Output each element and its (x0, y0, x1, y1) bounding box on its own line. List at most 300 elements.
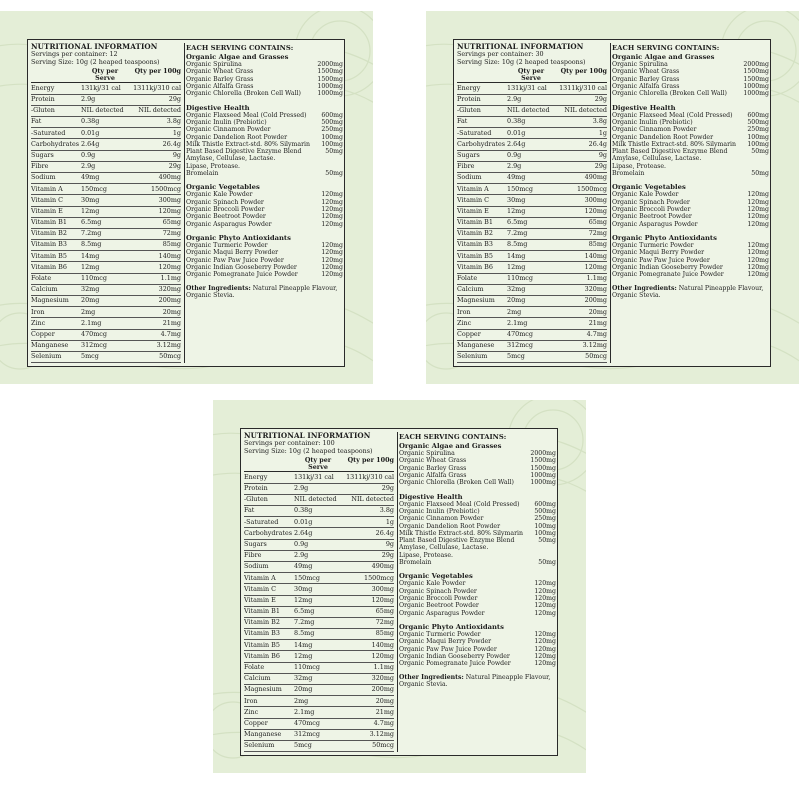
qty-per-serve: 14mg (507, 251, 526, 260)
ingredients-column (186, 43, 343, 299)
label-panel (240, 428, 558, 756)
ingredient-item (186, 242, 343, 249)
nutrition-row (457, 195, 607, 206)
ingredient-name: Organic Spirulina (399, 450, 455, 458)
ingredient-name: Organic Inulin (Prebiotic) (612, 118, 693, 126)
ingredient-amount: 120mg (534, 587, 556, 595)
qty-per-100g: 26.4g (375, 528, 394, 537)
nutrient-name: Carbohydrates (31, 140, 80, 148)
nutrient-name: Calcium (31, 286, 58, 294)
ingredient-item (399, 515, 556, 522)
ingredient-name: Organic Kale Powder (612, 191, 679, 199)
nutrition-row (457, 117, 607, 128)
qty-per-serve: 49mg (507, 173, 526, 182)
ingredient-amount: 120mg (747, 249, 769, 257)
ingredient-item (399, 610, 556, 617)
qty-per-serve: 5mcg (81, 352, 99, 361)
qty-per-100g: 3.8g (592, 117, 607, 126)
ingredient-amount: 120mg (747, 220, 769, 228)
ingredient-amount: 50mg (538, 559, 556, 567)
nutrient-name: Sodium (244, 563, 269, 571)
qty-per-100g: NIL detected (138, 106, 181, 115)
ingredient-item (399, 508, 556, 515)
nutrition-row (457, 262, 607, 273)
ingredient-name: Lipase, Protease. (612, 162, 666, 170)
nutrition-row (457, 151, 607, 162)
ingredient-name: Organic Spirulina (612, 61, 668, 69)
ingredient-amount: 120mg (321, 271, 343, 279)
qty-per-100g-header: Qty per 100g (347, 456, 394, 464)
nutrition-row (457, 296, 607, 307)
ingredient-group-heading: Organic Algae and Grasses (612, 53, 715, 62)
qty-per-serve: 8.5mg (294, 629, 315, 638)
qty-per-100g: 140mg (158, 251, 181, 260)
ingredient-name: Organic Paw Paw Juice Powder (612, 256, 710, 264)
nutrition-row (31, 341, 181, 352)
nutrition-column (31, 43, 181, 363)
ingredient-amount: 100mg (534, 522, 556, 530)
qty-per-serve: 14mg (81, 251, 100, 260)
qty-per-serve: 5mcg (507, 352, 525, 361)
nutrition-row (31, 296, 181, 307)
ingredient-item (186, 249, 343, 256)
qty-per-100g: 26.4g (162, 139, 181, 148)
qty-per-serve: 49mg (81, 173, 100, 182)
qty-per-100g: 29g (594, 95, 607, 104)
ingredient-amount: 250mg (321, 126, 343, 134)
ingredient-item (399, 602, 556, 609)
qty-per-serve: 20mg (294, 685, 313, 694)
ingredient-name: Organic Maqui Berry Powder (399, 638, 492, 646)
qty-per-serve: 12mg (81, 206, 100, 215)
nutrient-name: Selenium (31, 353, 62, 361)
qty-per-100g: 490mg (158, 173, 181, 182)
nutrient-name: Vitamin A (31, 185, 63, 193)
ingredient-amount: 120mg (534, 652, 556, 660)
ingredient-name: Organic Pomegranate Juice Powder (612, 271, 724, 279)
ingredient-item (399, 653, 556, 660)
nutrient-name: Zinc (244, 708, 259, 716)
ingredient-item (399, 450, 556, 457)
nutrition-row (31, 330, 181, 341)
qty-per-100g: 1g (385, 517, 394, 526)
nutrient-name: Sugars (31, 151, 54, 159)
nutrition-row (457, 229, 607, 240)
nutrition-row (244, 517, 394, 528)
qty-per-serve: 110mcg (81, 274, 107, 283)
nutrition-row (457, 83, 607, 94)
nutrition-row (31, 207, 181, 218)
ingredient-amount: 120mg (321, 263, 343, 271)
each-serving-title: EACH SERVING CONTAINS: (186, 44, 294, 52)
nutrient-name: Fat (31, 118, 42, 126)
qty-per-serve: 2.9g (294, 551, 309, 560)
ingredient-item (612, 170, 769, 177)
nutrient-name: Iron (31, 308, 45, 316)
qty-per-100g: 1500mcg (364, 573, 394, 582)
nutrient-name: Protein (457, 96, 481, 104)
qty-per-100g: NIL detected (564, 106, 607, 115)
qty-per-100g: 50mcg (159, 352, 181, 361)
nutrition-row (244, 696, 394, 707)
nutrition-row (244, 506, 394, 517)
nutrient-name: Iron (244, 697, 258, 705)
qty-per-100g: 1500mcg (577, 184, 607, 193)
column-divider (610, 43, 611, 363)
nutrient-name: Copper (31, 330, 55, 338)
ingredients-column (612, 43, 769, 299)
qty-per-100g: 320mg (371, 674, 394, 683)
ingredient-item (612, 90, 769, 97)
ingredient-name: Organic Cinnamon Powder (612, 126, 697, 134)
nutrient-name: Vitamin B3 (457, 241, 493, 249)
other-ingredients (399, 674, 556, 689)
nutrition-row (244, 551, 394, 562)
ingredient-groups (399, 442, 556, 668)
qty-per-serve: 2mg (81, 307, 96, 316)
ingredient-name: Organic Paw Paw Juice Powder (399, 645, 497, 653)
qty-per-100g: 65mg (162, 218, 181, 227)
nutrient-name: Sodium (457, 174, 482, 182)
nutrition-row (244, 562, 394, 573)
nutrition-row (31, 229, 181, 240)
nutrient-name: Iron (457, 308, 471, 316)
ingredient-amount: 120mg (534, 609, 556, 617)
ingredient-name: Milk Thistle Extract-std. 80% Silymarin (399, 529, 523, 537)
ingredient-item (399, 465, 556, 472)
qty-per-100g: 85mg (588, 240, 607, 249)
ingredient-amount: 120mg (534, 602, 556, 610)
nutrient-name: Calcium (244, 675, 271, 683)
ingredient-name: Organic Flaxseed Meal (Cold Pressed) (399, 500, 520, 508)
nutrient-name: Selenium (457, 353, 488, 361)
nutrition-row (244, 607, 394, 618)
qty-per-100g: 26.4g (588, 139, 607, 148)
ingredient-amount: 120mg (534, 645, 556, 653)
other-ingredients-label: Other Ingredients: (186, 284, 251, 292)
qty-per-serve: 0.38g (294, 506, 313, 515)
nutrition-row (244, 741, 394, 752)
qty-per-serve: 0.01g (294, 517, 313, 526)
qty-per-100g: 300mg (158, 195, 181, 204)
qty-per-100g: 72mg (588, 229, 607, 238)
ingredient-amount: 120mg (321, 213, 343, 221)
qty-per-100g: 50mcg (372, 741, 394, 750)
nutrient-name: Vitamin C (244, 585, 277, 593)
ingredient-amount: 120mg (534, 660, 556, 668)
ingredient-name: Organic Spinach Powder (186, 198, 264, 206)
ingredient-name: Organic Maqui Berry Powder (186, 249, 279, 257)
serving-size: Serving Size: 10g (2 heaped teaspoons) (31, 57, 160, 66)
ingredient-amount: 120mg (321, 220, 343, 228)
qty-per-serve: 131kj/31 cal (507, 83, 547, 92)
ingredient-amount: 120mg (321, 249, 343, 257)
nutrition-row (457, 251, 607, 262)
ingredient-name: Organic Broccoli Powder (186, 206, 265, 214)
qty-per-serve: 7.2mg (507, 229, 528, 238)
ingredient-amount: 1500mg (317, 75, 343, 83)
ingredient-item (186, 148, 343, 155)
nutrition-row (244, 685, 394, 696)
ingredient-amount: 120mg (321, 242, 343, 250)
qty-per-serve: 49mg (294, 562, 313, 571)
nutrient-name: -Saturated (244, 518, 279, 526)
qty-per-100g: 120mg (158, 206, 181, 215)
nutrient-name: Folate (244, 664, 265, 672)
nutrient-name: Vitamin E (457, 207, 489, 215)
ingredient-item (399, 530, 556, 537)
qty-per-serve: 8.5mg (81, 240, 102, 249)
ingredient-item (186, 163, 343, 170)
qty-per-100g: 1.1mg (373, 663, 394, 672)
qty-per-serve: 12mg (294, 595, 313, 604)
nutrition-header-row (31, 68, 181, 83)
ingredient-amount: 100mg (321, 133, 343, 141)
other-ingredients-label: Other Ingredients: (399, 673, 464, 681)
qty-per-100g: 20mg (588, 307, 607, 316)
qty-per-100g: 300mg (584, 195, 607, 204)
qty-per-serve: 0.9g (81, 150, 96, 159)
ingredient-item (186, 90, 343, 97)
ingredient-amount: 1000mg (317, 90, 343, 98)
nutrition-row (457, 352, 607, 363)
ingredient-item (186, 257, 343, 264)
qty-per-serve: 6.5mg (81, 218, 102, 227)
each-serving-title: EACH SERVING CONTAINS: (399, 433, 507, 441)
nutrient-name: Energy (244, 473, 268, 481)
nutrition-title: NUTRITIONAL INFORMATION (31, 42, 158, 51)
nutrition-row (244, 663, 394, 674)
nutrition-header-row (457, 68, 607, 83)
ingredient-amount: 1000mg (317, 82, 343, 90)
ingredient-item (612, 61, 769, 68)
ingredient-name: Organic Turmeric Powder (399, 631, 481, 639)
qty-per-100g: 490mg (371, 562, 394, 571)
nutrition-row (457, 285, 607, 296)
qty-per-serve: 32mg (294, 674, 313, 683)
ingredient-name: Organic Chlorella (Broken Cell Wall) (186, 90, 301, 98)
qty-per-100g: 120mg (584, 206, 607, 215)
qty-per-serve: 30mg (81, 195, 100, 204)
qty-per-serve: 20mg (81, 296, 100, 305)
ingredient-amount: 2000mg (530, 450, 556, 458)
nutrition-row (457, 207, 607, 218)
ingredient-item (612, 221, 769, 228)
ingredient-group-heading: Organic Phyto Antioxidants (399, 623, 504, 631)
ingredient-amount: 120mg (747, 198, 769, 206)
qty-per-100g: 21mg (375, 707, 394, 716)
ingredient-amount: 120mg (534, 580, 556, 588)
nutrient-name: Vitamin C (31, 196, 64, 204)
ingredient-item (399, 638, 556, 645)
nutrition-row (457, 139, 607, 150)
qty-per-serve: 2.64g (507, 139, 526, 148)
nutrient-name: Sugars (244, 540, 267, 548)
ingredient-item (612, 134, 769, 141)
nutrient-name: Vitamin B5 (244, 641, 280, 649)
qty-per-serve: 7.2mg (294, 618, 315, 627)
ingredient-amount (341, 163, 343, 170)
ingredient-amount: 100mg (747, 133, 769, 141)
qty-per-serve: 2.64g (81, 139, 100, 148)
qty-per-100g: 1500mcg (151, 184, 181, 193)
ingredient-amount (767, 155, 769, 162)
ingredient-item (612, 119, 769, 126)
ingredient-item (186, 83, 343, 90)
ingredient-item (186, 76, 343, 83)
qty-per-serve: 131kj/31 cal (294, 472, 334, 481)
nutrition-row (31, 274, 181, 285)
ingredient-name: Organic Broccoli Powder (399, 595, 478, 603)
column-divider (397, 432, 398, 752)
ingredient-amount: 2000mg (317, 61, 343, 69)
qty-per-serve: 2.9g (81, 95, 96, 104)
nutrient-name: -Saturated (31, 129, 66, 137)
ingredient-name: Organic Alfalfa Grass (399, 471, 467, 479)
qty-per-100g: 4.7mg (160, 329, 181, 338)
ingredient-group-heading: Organic Phyto Antioxidants (612, 234, 717, 242)
qty-per-100g: 29g (381, 484, 394, 493)
ingredient-name: Lipase, Protease. (399, 551, 453, 559)
qty-per-serve: 7.2mg (81, 229, 102, 238)
ingredient-amount: 120mg (321, 206, 343, 214)
qty-per-100g: 3.12mg (369, 730, 394, 739)
qty-per-100g-header: Qty per 100g (560, 67, 607, 75)
qty-per-serve-header: Qty per Serve (91, 67, 119, 82)
ingredient-amount: 120mg (321, 256, 343, 264)
ingredient-amount: 600mg (534, 500, 556, 508)
ingredient-name: Organic Indian Gooseberry Powder (399, 652, 510, 660)
ingredient-item (186, 199, 343, 206)
ingredient-item (612, 141, 769, 148)
qty-per-100g: 120mg (158, 262, 181, 271)
ingredient-amount: 120mg (747, 191, 769, 199)
ingredient-name: Organic Inulin (Prebiotic) (399, 507, 480, 515)
qty-per-100g: 320mg (584, 285, 607, 294)
ingredient-amount: 1500mg (530, 457, 556, 465)
other-ingredients (612, 285, 769, 300)
ingredient-amount (341, 155, 343, 162)
qty-per-serve: 312mcg (81, 341, 107, 350)
qty-per-100g: 21mg (588, 318, 607, 327)
qty-per-100g: 490mg (584, 173, 607, 182)
ingredient-amount (554, 552, 556, 559)
ingredient-item (186, 141, 343, 148)
ingredient-name: Milk Thistle Extract-std. 80% Silymarin (612, 140, 736, 148)
ingredient-item (612, 206, 769, 213)
ingredient-item (399, 457, 556, 464)
nutrient-name: Sodium (31, 174, 56, 182)
ingredient-group-heading: Organic Phyto Antioxidants (186, 234, 291, 242)
qty-per-100g: 120mg (371, 595, 394, 604)
nutrient-name: Vitamin B2 (244, 619, 280, 627)
ingredient-amount: 600mg (747, 111, 769, 119)
qty-per-100g: 320mg (158, 285, 181, 294)
qty-per-serve: NIL detected (294, 495, 337, 504)
qty-per-serve: 0.01g (81, 128, 100, 137)
ingredient-name: Organic Indian Gooseberry Powder (186, 263, 297, 271)
ingredient-name: Organic Paw Paw Juice Powder (186, 256, 284, 264)
qty-per-100g: 1g (598, 128, 607, 137)
ingredient-item (399, 660, 556, 667)
ingredient-amount: 1000mg (530, 471, 556, 479)
nutrient-name: Vitamin B1 (31, 219, 67, 227)
label-panel (27, 39, 345, 367)
nutrition-row (31, 95, 181, 106)
ingredient-amount: 100mg (534, 529, 556, 537)
qty-per-100g: 3.8g (379, 506, 394, 515)
nutrient-name: Magnesium (31, 297, 69, 305)
ingredient-name: Organic Spinach Powder (399, 587, 477, 595)
ingredient-item (186, 112, 343, 119)
ingredient-item (399, 544, 556, 551)
nutrition-row (31, 218, 181, 229)
nutrition-row (31, 195, 181, 206)
ingredient-amount: 120mg (747, 256, 769, 264)
ingredient-name: Organic Cinnamon Powder (186, 126, 271, 134)
ingredient-item (186, 61, 343, 68)
qty-per-serve: 2.9g (507, 95, 522, 104)
ingredient-name: Organic Asparagus Powder (612, 220, 698, 228)
nutrient-name: Fat (457, 118, 468, 126)
nutrition-row (244, 629, 394, 640)
qty-per-serve: 0.38g (81, 117, 100, 126)
nutrient-name: Vitamin B1 (244, 608, 280, 616)
ingredient-amount: 2000mg (743, 61, 769, 69)
ingredient-group-heading: Organic Vegetables (186, 183, 260, 192)
nutrient-name: -Gluten (31, 107, 55, 115)
qty-per-serve: 150mcg (294, 573, 320, 582)
nutrient-name: Carbohydrates (457, 140, 506, 148)
other-ingredients-label: Other Ingredients: (612, 284, 677, 292)
nutrition-row (457, 162, 607, 173)
ingredient-groups (186, 53, 343, 279)
nutrition-row (31, 285, 181, 296)
nutrition-row (457, 184, 607, 195)
ingredient-amount: 1000mg (743, 82, 769, 90)
qty-per-serve: 12mg (507, 206, 526, 215)
nutrition-row (244, 584, 394, 595)
ingredient-item (399, 479, 556, 486)
ingredient-item (399, 501, 556, 508)
nutrient-name: -Gluten (457, 107, 481, 115)
servings-per-container: Servings per container: 30 (457, 50, 544, 59)
ingredient-name: Organic Flaxseed Meal (Cold Pressed) (612, 111, 733, 119)
nutrient-name: Fibre (244, 552, 262, 560)
qty-per-100g: 9g (172, 150, 181, 159)
qty-per-serve: 2.1mg (507, 318, 528, 327)
ingredient-item (399, 595, 556, 602)
ingredient-name: Organic Chlorella (Broken Cell Wall) (399, 479, 514, 487)
qty-per-100g: 65mg (588, 218, 607, 227)
ingredients-column (399, 432, 556, 688)
nutrition-row (31, 251, 181, 262)
qty-per-serve: 0.01g (507, 128, 526, 137)
ingredient-amount: 120mg (534, 638, 556, 646)
qty-per-serve: 8.5mg (507, 240, 528, 249)
ingredient-item (612, 163, 769, 170)
qty-per-100g: 29g (381, 551, 394, 560)
ingredient-item (186, 68, 343, 75)
nutrition-row (244, 528, 394, 539)
nutrient-name: Fat (244, 507, 255, 515)
nutrient-name: Protein (31, 96, 55, 104)
ingredient-item (399, 580, 556, 587)
qty-per-serve: NIL detected (507, 106, 550, 115)
qty-per-100g: 120mg (371, 651, 394, 660)
qty-per-100g-header: Qty per 100g (134, 67, 181, 75)
ingredient-name: Organic Barley Grass (186, 75, 254, 83)
